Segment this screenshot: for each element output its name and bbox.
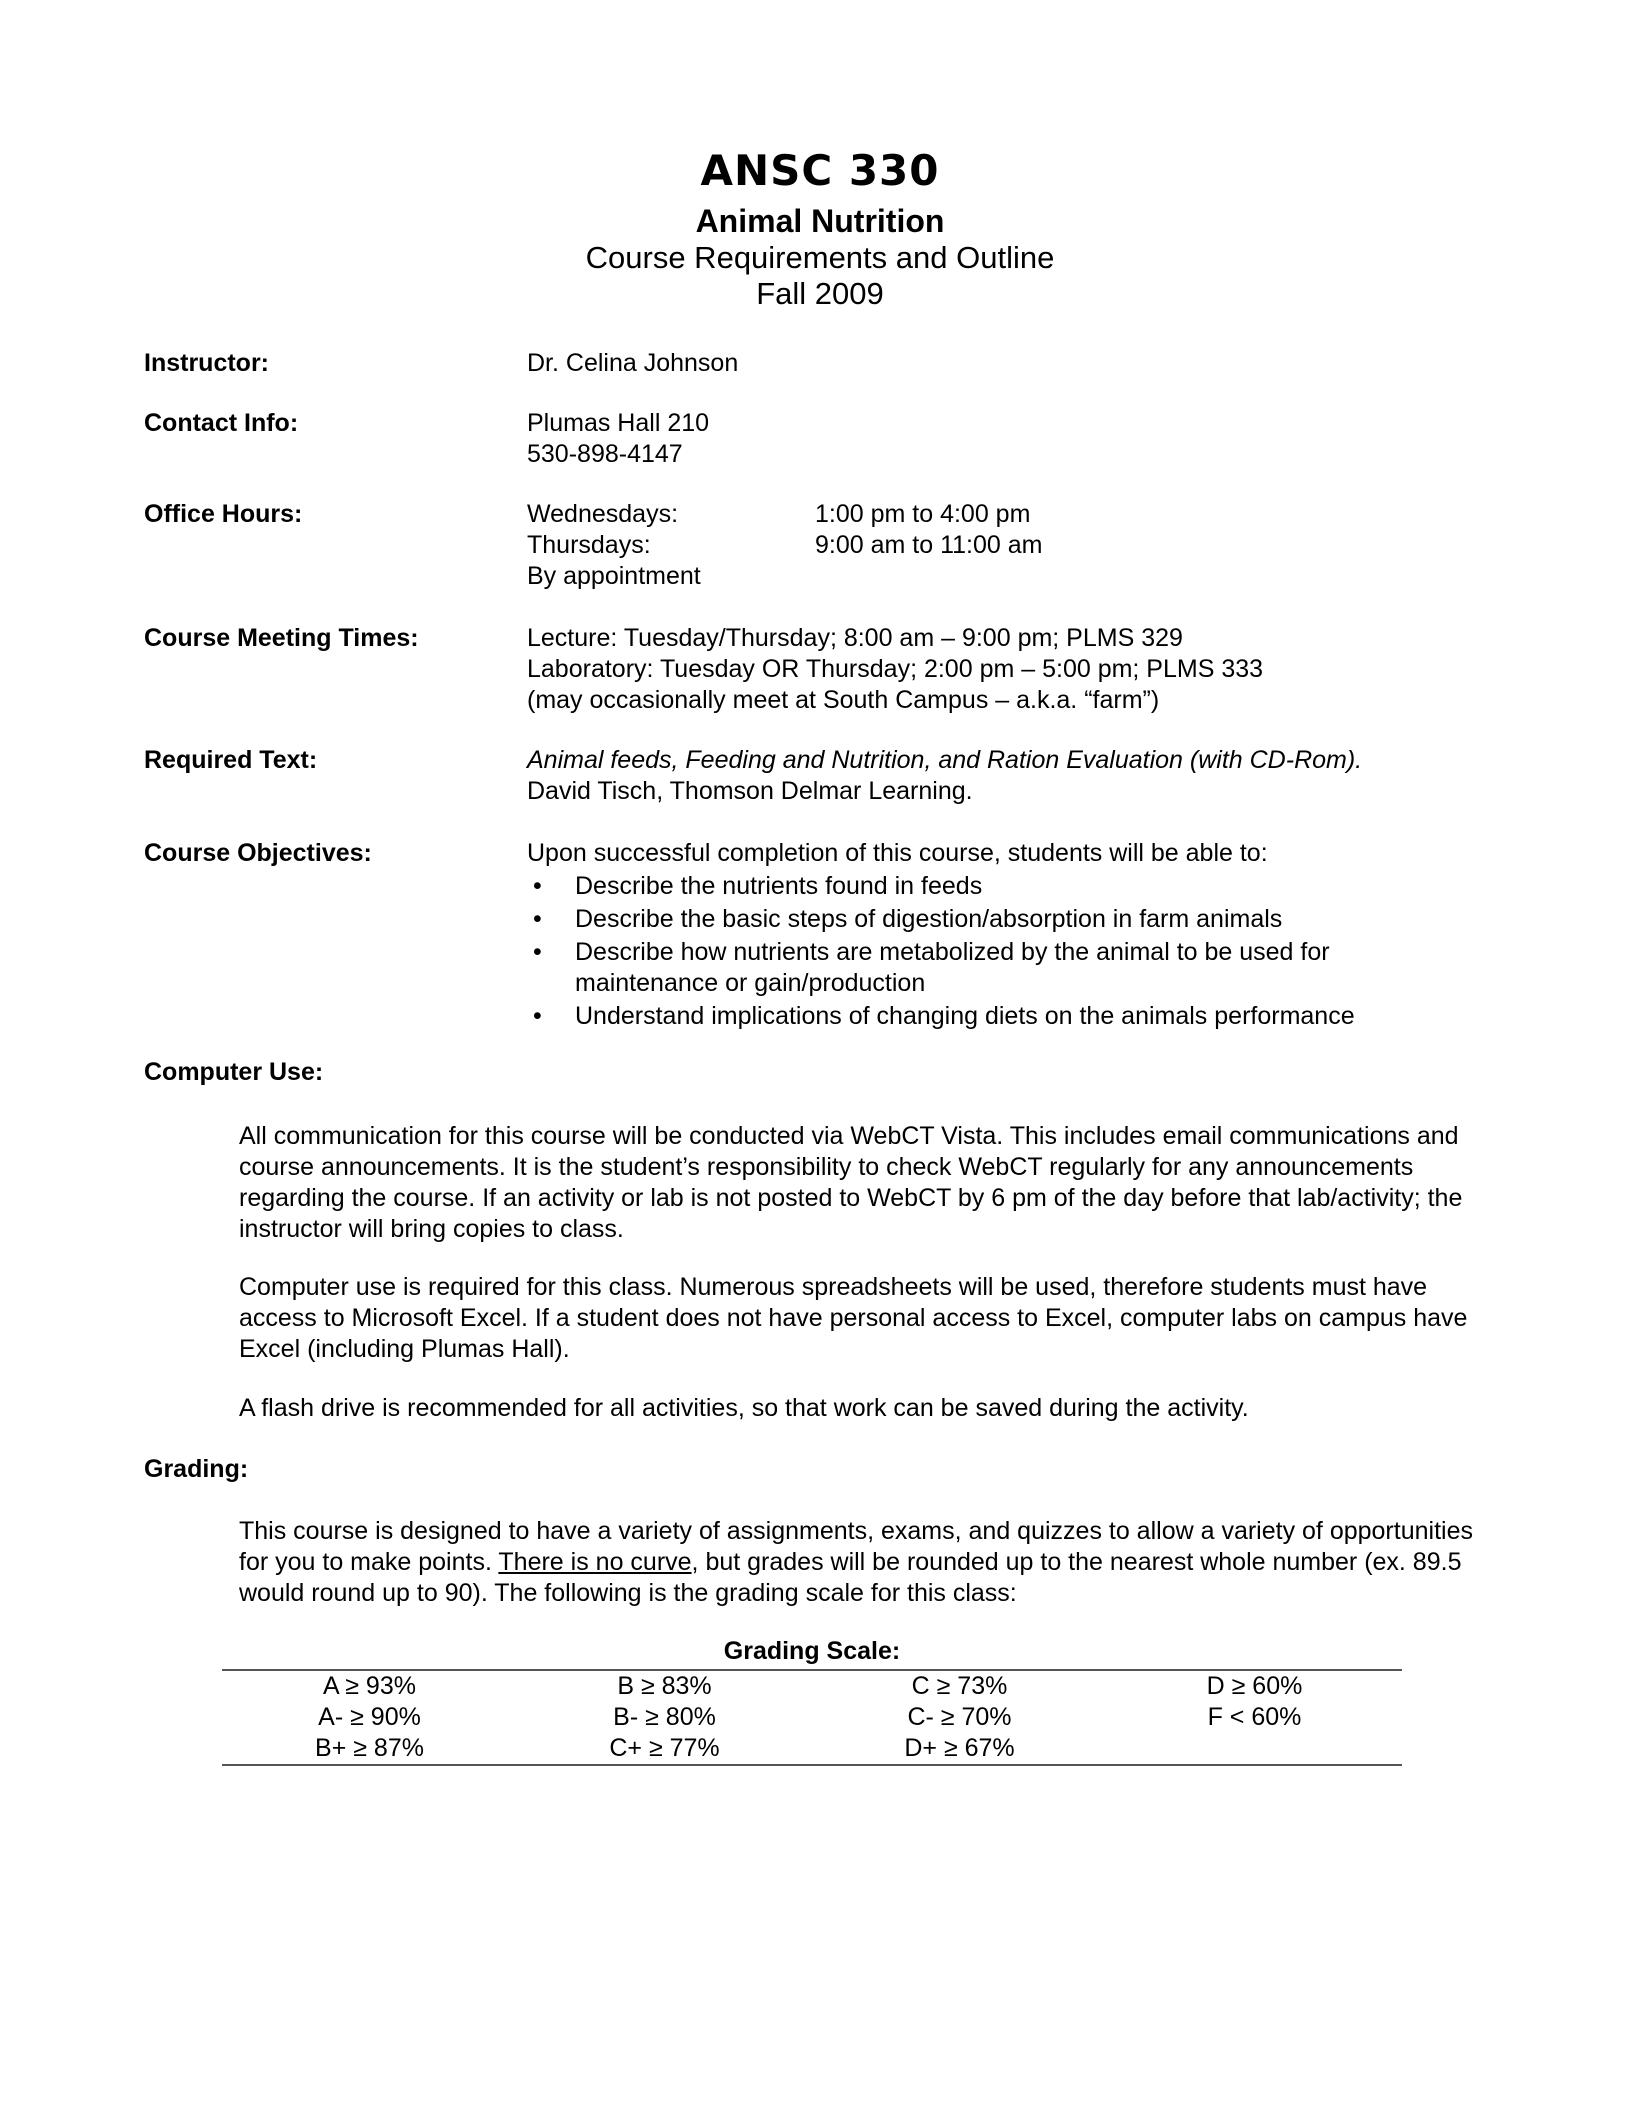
objectives-label: Course Objectives:: [144, 839, 372, 867]
grading-scale-table: [222, 1669, 1402, 1766]
objective-item: • Describe the basic steps of digestion/absorption in farm animals: [527, 904, 1447, 935]
grade-cell: F < 60%: [1207, 1703, 1302, 1731]
office-hours-extra: By appointment: [527, 562, 701, 590]
objective-item: • Describe how nutrients are metabolized by the animal to be used for maintenance or gain/production: [527, 937, 1415, 999]
computer-use-paragraph: A flash drive is recommended for all activities, so that work can be saved during the activity.: [239, 1394, 1249, 1422]
office-hours-time: 9:00 am to 11:00 am: [815, 531, 1043, 559]
grade-cell: A ≥ 93%: [323, 1672, 416, 1700]
required-text-author: David Tisch, Thomson Delmar Learning.: [527, 777, 973, 805]
grading-paragraph: [239, 1516, 1479, 1609]
objectives-list: [527, 871, 1447, 1032]
computer-use-paragraph: Computer use is required for this class. Numerous spreadsheets will be used, therefore students must have access to Microsoft Excel. If a student does not have personal access to Excel, computer labs on campus have Excel (including Plumas Hall).: [239, 1273, 1468, 1363]
computer-use-heading: Computer Use:: [144, 1058, 324, 1086]
contact-label: Contact Info:: [144, 409, 299, 437]
required-text-label: Required Text:: [144, 746, 318, 774]
no-curve-text: There is no curve: [498, 1548, 692, 1576]
grade-cell: C ≥ 73%: [911, 1672, 1008, 1700]
grade-cell: B+ ≥ 87%: [315, 1734, 424, 1762]
grade-cell: D+ ≥ 67%: [904, 1734, 1015, 1762]
grading-scale-row: [222, 1702, 1402, 1733]
meeting-times-label: Course Meeting Times:: [144, 624, 419, 652]
required-text-title: Animal feeds, Feeding and Nutrition, and Ration Evaluation (with CD-Rom).: [527, 746, 1363, 774]
office-hours-table: [527, 499, 1447, 561]
grade-cell: B- ≥ 80%: [613, 1703, 716, 1731]
office-hours-day: Wednesdays:: [527, 500, 679, 528]
meeting-lecture: Lecture: Tuesday/Thursday; 8:00 am – 9:00 pm; PLMS 329: [527, 624, 1183, 652]
course-term: Fall 2009: [756, 276, 884, 311]
grade-cell: A- ≥ 90%: [318, 1703, 421, 1731]
grading-scale: [222, 1636, 1402, 1766]
objectives-value: [527, 838, 1447, 1032]
meeting-note: (may occasionally meet at South Campus – a.k.a. “farm”): [527, 686, 1160, 714]
required-text-value: [527, 745, 1447, 807]
course-code: ANSC 330: [700, 146, 940, 195]
instructor-value: Dr. Celina Johnson: [527, 349, 739, 377]
office-hours-label: Office Hours:: [144, 500, 303, 528]
grade-cell: B ≥ 83%: [617, 1672, 712, 1700]
office-hours-time: 1:00 pm to 4:00 pm: [815, 500, 1031, 528]
grading-scale-row: [222, 1733, 1402, 1765]
meeting-times-value: [527, 623, 1447, 716]
grade-cell: C- ≥ 70%: [907, 1703, 1012, 1731]
document-subtitle: Course Requirements and Outline: [585, 240, 1055, 275]
course-name: Animal Nutrition: [695, 203, 945, 239]
instructor-label: Instructor:: [144, 349, 269, 377]
grading-heading: Grading:: [144, 1455, 249, 1483]
contact-office: Plumas Hall 210: [527, 409, 710, 437]
grading-scale-row: [222, 1670, 1402, 1702]
computer-use-paragraph: All communication for this course will be conducted via WebCT Vista. This includes email communications and course announcements. It is the student’s responsibility to check WebCT regularly for any announcements regarding the course. If an activity or lab is not posted to WebCT by 6 pm of the day before that lab/activity; the instructor will bring copies to class.: [239, 1122, 1463, 1243]
contact-value: [527, 408, 1447, 470]
grade-cell: [1107, 1733, 1402, 1765]
grading-text: This course is designed to have a variety of assignments, exams, and quizzes to allow a variety of opportunities for you to make points.: [239, 1517, 1473, 1576]
objectives-intro: Upon successful completion of this course, students will be able to:: [527, 839, 1268, 867]
grading-scale-title: Grading Scale:: [723, 1637, 901, 1665]
meeting-lab: Laboratory: Tuesday OR Thursday; 2:00 pm – 5:00 pm; PLMS 333: [527, 655, 1264, 683]
grade-cell: C+ ≥ 77%: [609, 1734, 720, 1762]
contact-phone: 530-898-4147: [527, 440, 683, 468]
office-hours-day: Thursdays:: [527, 531, 651, 559]
grade-cell: D ≥ 60%: [1206, 1672, 1303, 1700]
grading-text: , but grades will be rounded up to the nearest whole number (ex. 89.5 would round up to 90). The following is the grading scale for this class:: [239, 1548, 1462, 1607]
office-hours-value: [527, 499, 1447, 592]
objective-item: • Understand implications of changing diets on the animals performance: [527, 1001, 1447, 1032]
objective-item: • Describe the nutrients found in feeds: [527, 871, 1447, 902]
